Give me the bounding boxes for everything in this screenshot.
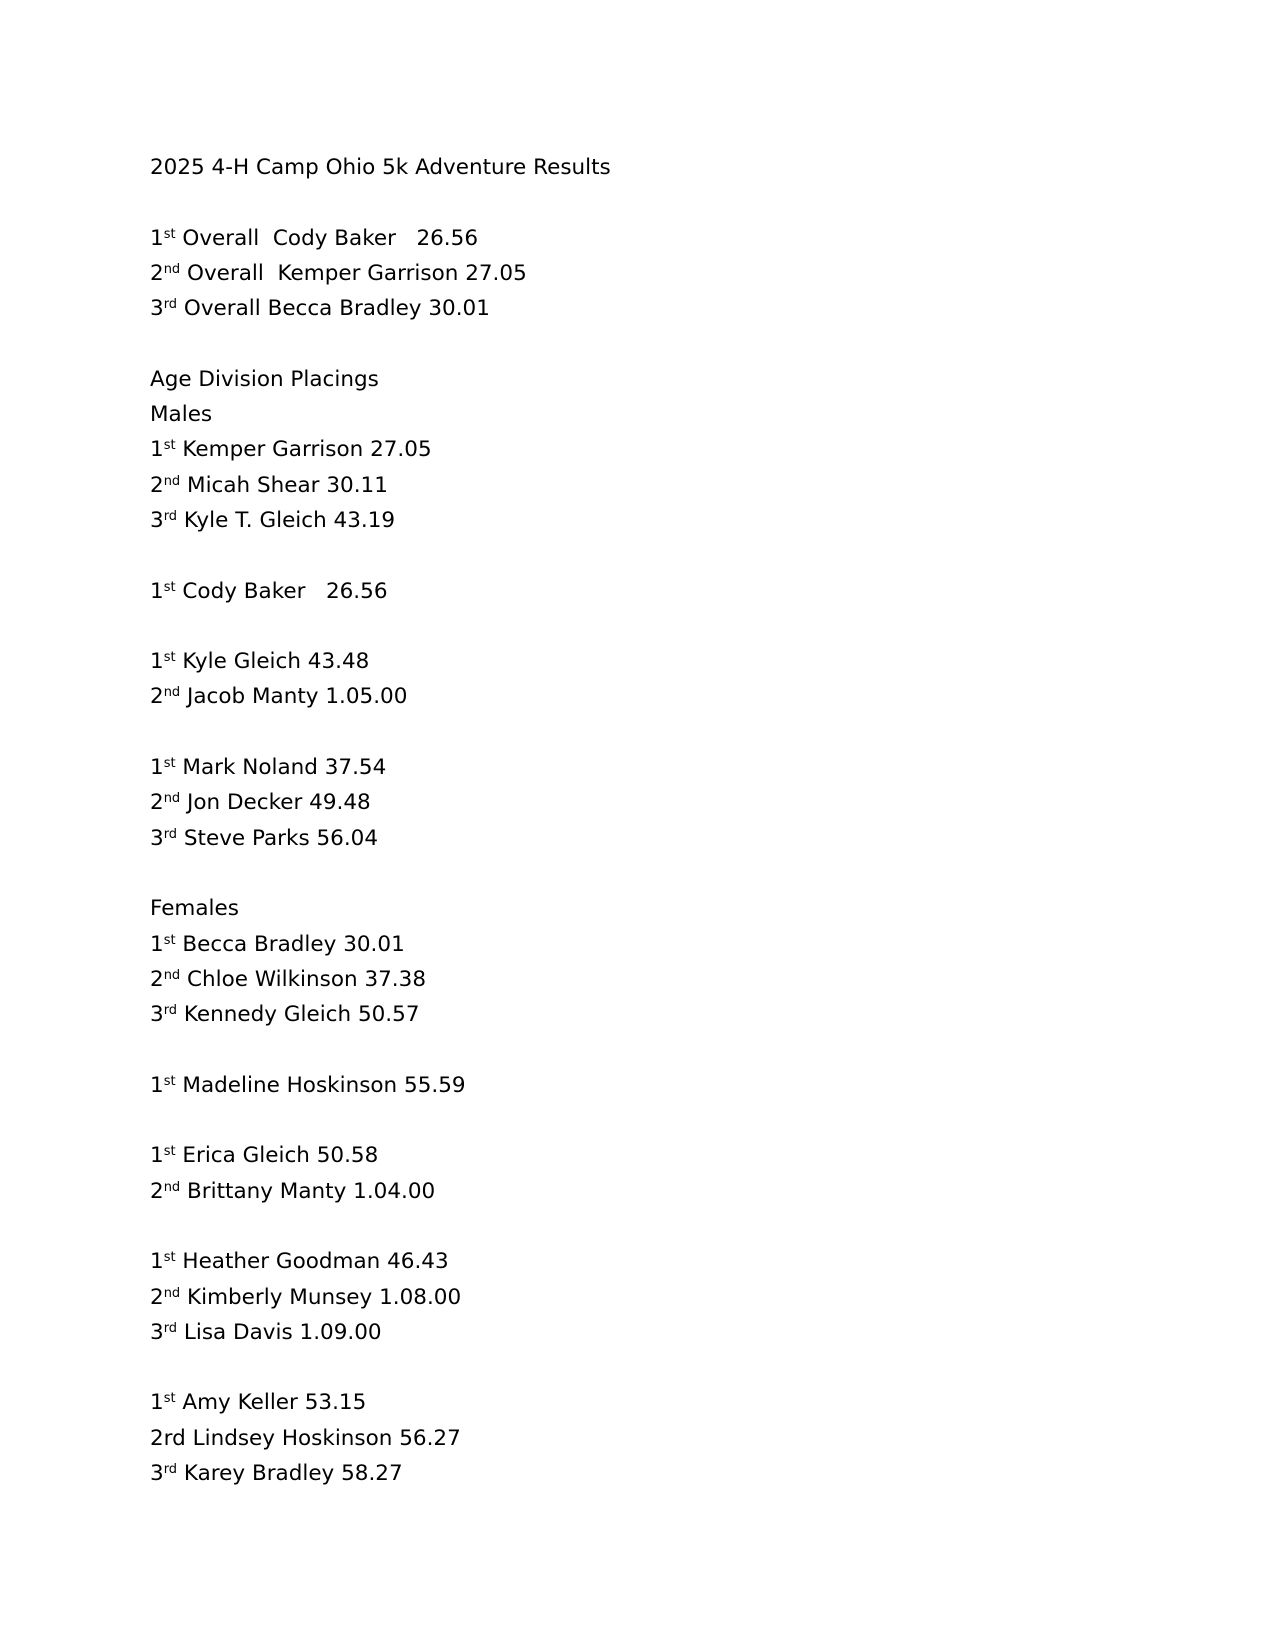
place-suffix: rd bbox=[163, 508, 178, 524]
overall-result-line bbox=[150, 256, 1150, 291]
place-suffix: rd bbox=[163, 1461, 178, 1477]
result-text: Mark Noland 37.54 bbox=[175, 755, 387, 781]
overall-results bbox=[150, 221, 1150, 327]
males-heading: Males bbox=[150, 402, 213, 428]
place-number: 1 bbox=[150, 225, 164, 251]
spacer bbox=[150, 1350, 1150, 1385]
result-text: Overall Kemper Garrison 27.05 bbox=[180, 260, 527, 286]
place-number: 2 bbox=[150, 472, 164, 498]
result-text: Cody Baker 26.56 bbox=[175, 578, 388, 604]
overall-result-line bbox=[150, 221, 1150, 256]
females-group bbox=[150, 1385, 1150, 1491]
place-suffix: st bbox=[163, 1144, 176, 1160]
spacer bbox=[150, 185, 1150, 220]
result-line bbox=[150, 679, 1150, 714]
place-number: 2 bbox=[150, 1178, 164, 1204]
result-line bbox=[150, 785, 1150, 820]
place-suffix: st bbox=[163, 932, 176, 948]
place-number: 1 bbox=[150, 649, 164, 675]
result-text: Overall Cody Baker 26.56 bbox=[175, 225, 479, 251]
result-text: Madeline Hoskinson 55.59 bbox=[175, 1072, 466, 1098]
result-line bbox=[150, 1421, 1150, 1456]
females-group bbox=[150, 1138, 1150, 1209]
result-text: Lindsey Hoskinson 56.27 bbox=[185, 1425, 461, 1451]
place-suffix: nd bbox=[163, 261, 181, 277]
place-number: 1 bbox=[150, 931, 164, 957]
result-text: Becca Bradley 30.01 bbox=[175, 931, 405, 957]
place-number: 1 bbox=[150, 1390, 164, 1416]
place-number: 3 bbox=[150, 507, 164, 533]
result-line bbox=[150, 1315, 1150, 1350]
spacer bbox=[150, 326, 1150, 361]
females-group bbox=[150, 1068, 1150, 1103]
result-text: Steve Parks 56.04 bbox=[177, 825, 379, 851]
place-number: 1 bbox=[150, 437, 164, 463]
spacer bbox=[150, 715, 1150, 750]
place-number: 1 bbox=[150, 1249, 164, 1275]
place-suffix: st bbox=[163, 579, 176, 595]
result-line bbox=[150, 644, 1150, 679]
spacer bbox=[150, 1103, 1150, 1138]
place-suffix: st bbox=[163, 1391, 176, 1407]
place-number: 2 bbox=[150, 684, 164, 710]
place-suffix: nd bbox=[163, 1285, 181, 1301]
result-text: Kyle Gleich 43.48 bbox=[175, 649, 370, 675]
spacer bbox=[150, 609, 1150, 644]
place-number: 3 bbox=[150, 1319, 164, 1345]
place-number: 2 bbox=[150, 1284, 164, 1310]
place-suffix: rd bbox=[163, 826, 178, 842]
females-heading: Females bbox=[150, 896, 239, 922]
result-text: Jacob Manty 1.05.00 bbox=[180, 684, 408, 710]
result-line bbox=[150, 1385, 1150, 1420]
result-line bbox=[150, 997, 1150, 1032]
place-number: 2 bbox=[150, 790, 164, 816]
females-group bbox=[150, 927, 1150, 1033]
place-number: 2 bbox=[150, 966, 164, 992]
results-document bbox=[150, 150, 1150, 1491]
result-line bbox=[150, 1174, 1150, 1209]
place-suffix: nd bbox=[163, 685, 181, 701]
place-number: 3 bbox=[150, 825, 164, 851]
place-number: 3 bbox=[150, 296, 164, 322]
place-suffix: nd bbox=[163, 791, 181, 807]
place-suffix: st bbox=[163, 226, 176, 242]
result-text: Kemper Garrison 27.05 bbox=[175, 437, 432, 463]
result-text: Heather Goodman 46.43 bbox=[175, 1249, 449, 1275]
place-number: 1 bbox=[150, 1072, 164, 1098]
place-number: 3 bbox=[150, 1460, 164, 1486]
result-line bbox=[150, 1138, 1150, 1173]
result-text: Jon Decker 49.48 bbox=[180, 790, 371, 816]
males-group bbox=[150, 432, 1150, 538]
result-text: Overall Becca Bradley 30.01 bbox=[177, 296, 490, 322]
males-group bbox=[150, 574, 1150, 609]
males-group bbox=[150, 644, 1150, 715]
place-suffix: nd bbox=[163, 967, 181, 983]
place-suffix: st bbox=[163, 755, 176, 771]
result-text: Karey Bradley 58.27 bbox=[177, 1460, 403, 1486]
result-line bbox=[150, 927, 1150, 962]
place-suffix: rd bbox=[163, 1320, 178, 1336]
result-line bbox=[150, 432, 1150, 467]
place-number: 2rd bbox=[150, 1425, 186, 1451]
spacer bbox=[150, 538, 1150, 573]
result-text: Brittany Manty 1.04.00 bbox=[180, 1178, 436, 1204]
males-group bbox=[150, 750, 1150, 856]
spacer bbox=[150, 856, 1150, 891]
age-division-heading: Age Division Placings bbox=[150, 366, 379, 392]
place-number: 1 bbox=[150, 578, 164, 604]
result-text: Kyle T. Gleich 43.19 bbox=[177, 507, 396, 533]
spacer bbox=[150, 1032, 1150, 1067]
result-line bbox=[150, 468, 1150, 503]
result-line bbox=[150, 821, 1150, 856]
place-number: 2 bbox=[150, 260, 164, 286]
result-text: Kimberly Munsey 1.08.00 bbox=[180, 1284, 462, 1310]
result-text: Chloe Wilkinson 37.38 bbox=[180, 966, 426, 992]
place-suffix: nd bbox=[163, 1179, 181, 1195]
place-suffix: nd bbox=[163, 473, 181, 489]
result-line bbox=[150, 503, 1150, 538]
result-text: Micah Shear 30.11 bbox=[180, 472, 388, 498]
place-number: 1 bbox=[150, 1143, 164, 1169]
females-group bbox=[150, 1244, 1150, 1350]
overall-result-line bbox=[150, 291, 1150, 326]
result-line bbox=[150, 962, 1150, 997]
result-text: Erica Gleich 50.58 bbox=[175, 1143, 379, 1169]
result-line bbox=[150, 1068, 1150, 1103]
place-suffix: st bbox=[163, 1250, 176, 1266]
place-suffix: st bbox=[163, 650, 176, 666]
result-line bbox=[150, 1244, 1150, 1279]
place-number: 3 bbox=[150, 1002, 164, 1028]
spacer bbox=[150, 1209, 1150, 1244]
place-suffix: st bbox=[163, 1073, 176, 1089]
document-title: 2025 4-H Camp Ohio 5k Adventure Results bbox=[150, 155, 611, 180]
result-text: Amy Keller 53.15 bbox=[175, 1390, 367, 1416]
place-suffix: rd bbox=[163, 1002, 178, 1018]
result-text: Lisa Davis 1.09.00 bbox=[177, 1319, 382, 1345]
result-line bbox=[150, 1456, 1150, 1491]
place-suffix: rd bbox=[163, 297, 178, 313]
result-line bbox=[150, 574, 1150, 609]
result-line bbox=[150, 750, 1150, 785]
result-line bbox=[150, 1280, 1150, 1315]
place-suffix: st bbox=[163, 438, 176, 454]
place-number: 1 bbox=[150, 755, 164, 781]
result-text: Kennedy Gleich 50.57 bbox=[177, 1002, 420, 1028]
